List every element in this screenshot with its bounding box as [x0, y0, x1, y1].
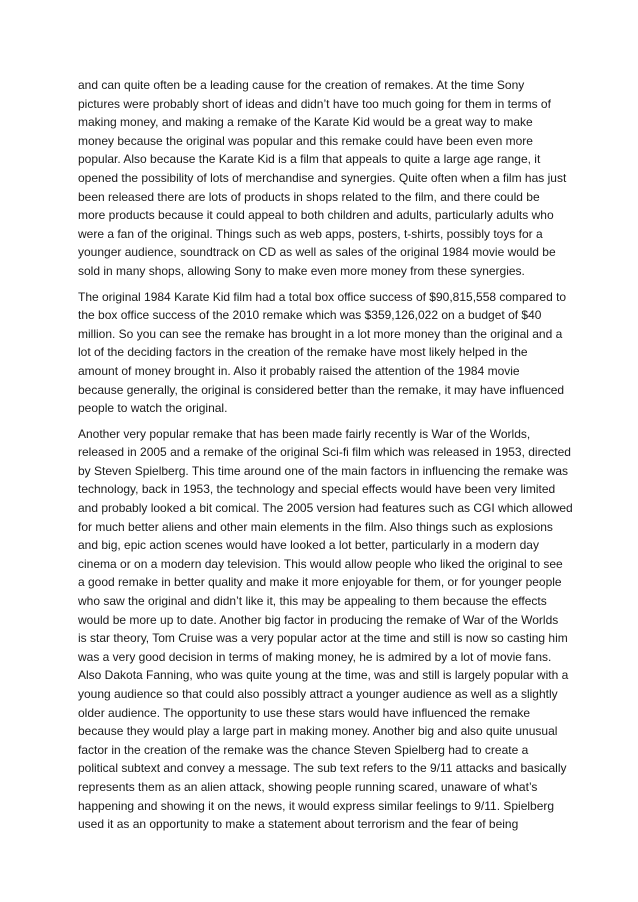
text-line: political subtext and convey a message. The sub text refers to the 9/11 attacks and basically — [78, 761, 567, 776]
text-line: more products because it could appeal to both children and adults, particularly adults who — [78, 208, 554, 223]
text-line: the box office success of the 2010 remake which was $359,126,022 on a budget of $40 — [78, 308, 542, 323]
text-line: people to watch the original. — [78, 401, 228, 416]
text-line: factor in the creation of the remake was the chance Steven Spielberg had to create a — [78, 742, 529, 757]
text-line: technology, back in 1953, the technology and special effects would have been very limited — [78, 482, 556, 497]
text-line: and can quite often be a leading cause for the creation of remakes. At the time Sony — [78, 78, 525, 92]
text-line: represents them as an alien attack, showing people running scared, unaware of what’s — [78, 779, 538, 794]
text-line: Another very popular remake that has been made fairly recently is War of the Worlds, — [78, 426, 531, 441]
paragraph — [78, 76, 570, 281]
text-line: who saw the original and didn’t like it, this may be appealing to them because the effects — [78, 594, 547, 609]
text-line: young audience so that could also possibly attract a younger audience as well as a slightly — [78, 687, 558, 701]
paragraph — [78, 288, 570, 418]
text-line: Also Dakota Fanning, who was quite young at the time, was and still is largely popular with a — [78, 668, 569, 683]
text-line: happening and showing it on the news, it would express similar feelings to 9/11. Spielberg — [78, 798, 555, 813]
text-line: because they would play a large part in making money. Another big and also quite unusual — [78, 724, 558, 739]
text-line: older audience. The opportunity to use these stars would have influenced the remake — [78, 705, 531, 720]
text-line: for much better aliens and other main elements in the film. Also things such as explosions — [78, 519, 553, 534]
text-line: pictures were probably short of ideas and didn’t have too much going for them in terms of — [78, 96, 551, 111]
text-line: used it as an opportunity to make a statement about terrorism and the fear of being — [78, 817, 519, 832]
text-line: making money, and making a remake of the Karate Kid would be a great way to make — [78, 115, 533, 130]
text-line: amount of money brought in. Also it probably raised the attention of the 1984 movie — [78, 363, 520, 378]
text-line: million. So you can see the remake has brought in a lot more money than the original and a — [78, 326, 563, 341]
text-line: cinema or on a modern day television. This would allow people who liked the original to see — [78, 556, 563, 571]
text-line: by Steven Spielberg. This time around one of the main factors in influencing the remake was — [78, 463, 569, 478]
text-line: been released there are lots of products in shops related to the film, and there could be — [78, 189, 540, 204]
text-line: younger audience, soundtrack on CD as well as sales of the original 1984 movie would be — [78, 245, 556, 260]
paragraph — [78, 425, 573, 834]
text-line: because generally, the original is considered better than the remake, it may have influenced — [78, 382, 565, 397]
text-line: sold in many shops, allowing Sony to make even more money from these synergies. — [78, 263, 525, 278]
text-line: and big, epic action scenes would have looked a lot better, particularly in a modern day — [78, 538, 539, 553]
text-line: a good remake in better quality and make it more enjoyable for them, or for younger people — [78, 575, 562, 590]
text-line: is star theory, Tom Cruise was a very popular actor at the time and still is now so casting him — [78, 631, 568, 646]
text-line: released in 2005 and a remake of the original Sci-fi film which was released in 1953, directed — [78, 445, 571, 460]
text-line: and probably looked a bit comical. The 2005 version had features such as CGI which allowed — [78, 501, 573, 516]
text-line: would be more up to date. Another big factor in producing the remake of War of the Worlds — [78, 612, 559, 627]
document-body — [78, 76, 573, 841]
text-line: popular. Also because the Karate Kid is a film that appeals to quite a large age range, it — [78, 152, 541, 167]
text-line: The original 1984 Karate Kid film had a total box office success of $90,815,558 compared to — [78, 289, 567, 304]
text-line: money because the original was popular and this remake could have been even more — [78, 133, 533, 148]
text-line: opened the possibility of lots of merchandise and synergies. Quite often when a film has just — [78, 170, 567, 185]
text-line: was a very good decision in terms of making money, he is admired by a lot of movie fans. — [78, 649, 552, 664]
text-line: were a fan of the original. Things such as web apps, posters, t-shirts, possibly toys for a — [78, 226, 543, 241]
text-line: lot of the deciding factors in the creation of the remake have most likely helped in the — [78, 345, 528, 360]
